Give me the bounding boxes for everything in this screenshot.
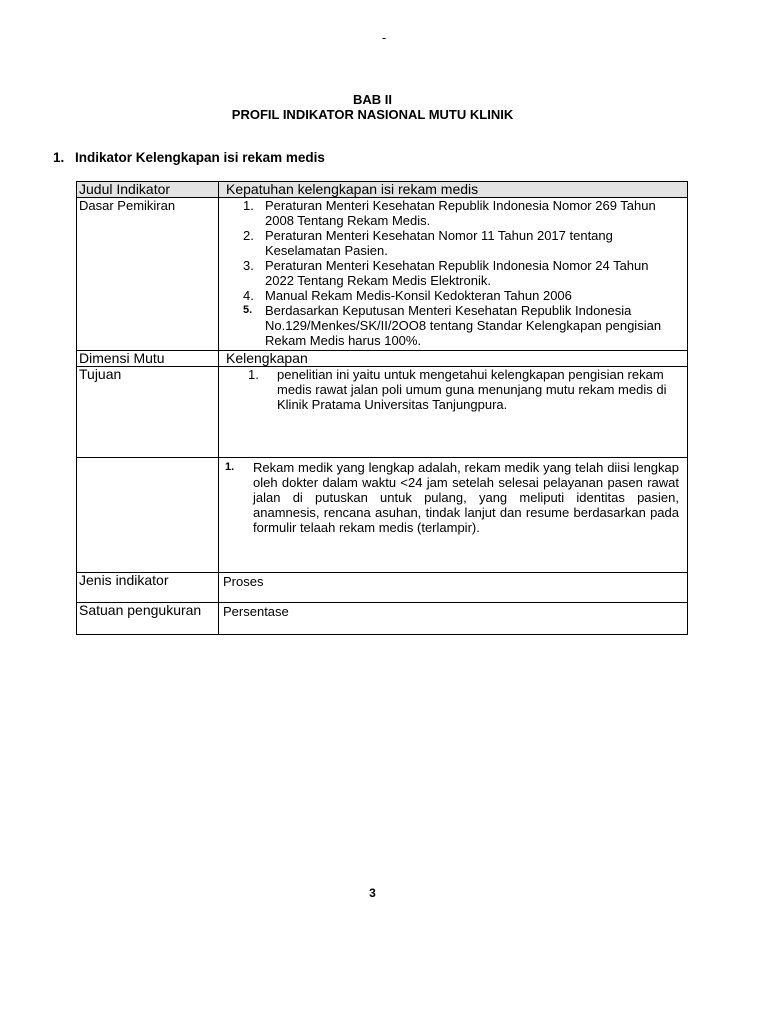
list-item-text: Manual Rekam Medis-Konsil Kedokteran Tahun 2006	[265, 288, 572, 303]
dimensi-value: Kelengkapan	[219, 351, 688, 367]
list-item-text: Rekam medik yang lengkap adalah, rekam medik yang telah diisi lengkap oleh dokter dalam waktu <24 jam setelah selesai pelayanan pasen rawat jalan di putuskan untuk pulang, yang meliputi identitas pasien, anamnesis, rencana asuhan, tindak lanjut dan resume berdasarkan pada formulir telaah rekam medis (terlampir).	[253, 460, 679, 535]
list-item-number: 5.	[243, 304, 253, 316]
list-item	[221, 198, 685, 228]
satuan-label: Satuan pengukuran	[77, 603, 219, 635]
definisi-label	[77, 458, 219, 573]
tujuan-list	[221, 367, 685, 412]
chapter-heading	[0, 92, 745, 122]
list-item	[221, 460, 685, 535]
jenis-label: Jenis indikator	[77, 573, 219, 603]
definisi-list	[221, 460, 685, 535]
list-item	[221, 288, 685, 303]
chapter-title: PROFIL INDIKATOR NASIONAL MUTU KLINIK	[231, 107, 514, 122]
list-item-text: Berdasarkan Keputusan Menteri Kesehatan Republik Indonesia No.129/Menkes/SK/II/2OO8 tentang Standar Kelengkapan pengisian Rekam Medis harus 100%.	[265, 303, 662, 348]
judul-value: Kepatuhan kelengkapan isi rekam medis	[219, 182, 688, 198]
list-item-number: 1.	[248, 367, 259, 382]
list-item	[221, 367, 685, 412]
chapter-label: BAB II	[353, 92, 392, 107]
dasar-value	[219, 198, 688, 351]
list-item-text: penelitian ini yaitu untuk mengetahui kelengkapan pengisian rekam medis rawat jalan poli umum guna menunjang mutu rekam medis di Klinik Pratama Universitas Tanjungpura.	[277, 367, 667, 412]
header-mark: -	[381, 30, 387, 45]
section-number: 1.	[53, 150, 65, 165]
table-row-tujuan	[77, 367, 688, 458]
list-item	[221, 228, 685, 258]
tujuan-label: Tujuan	[77, 367, 219, 458]
dimensi-label: Dimensi Mutu	[77, 351, 219, 367]
list-item	[221, 303, 685, 348]
tujuan-value	[219, 367, 688, 458]
table-row-satuan	[77, 603, 688, 635]
page-number: 3	[369, 886, 376, 900]
list-item-number: 2.	[243, 228, 254, 243]
list-item	[221, 258, 685, 288]
table-row-dasar	[77, 198, 688, 351]
judul-label: Judul Indikator	[77, 182, 219, 198]
definisi-value	[219, 458, 688, 573]
list-item-text: Peraturan Menteri Kesehatan Nomor 11 Tahun 2017 tentang Keselamatan Pasien.	[265, 228, 613, 258]
list-item-text: Peraturan Menteri Kesehatan Republik Indonesia Nomor 269 Tahun 2008 Tentang Rekam Medis.	[265, 198, 656, 228]
jenis-value: Proses	[219, 573, 688, 603]
list-item-text: Peraturan Menteri Kesehatan Republik Indonesia Nomor 24 Tahun 2022 Tentang Rekam Medis Elektronik.	[265, 258, 649, 288]
table-row-definisi	[77, 458, 688, 573]
list-item-number: 3.	[243, 258, 254, 273]
section-heading	[53, 150, 325, 165]
table-row-jenis	[77, 573, 688, 603]
table-row-judul	[77, 182, 688, 198]
section-title: Indikator Kelengkapan isi rekam medis	[75, 150, 325, 165]
list-item-number: 1.	[225, 461, 235, 473]
list-item-number: 1.	[243, 198, 254, 213]
indicator-profile-table	[76, 181, 688, 635]
satuan-value: Persentase	[219, 603, 688, 635]
dasar-label: Dasar Pemikiran	[77, 198, 219, 351]
table-row-dimensi	[77, 351, 688, 367]
dasar-list	[221, 198, 685, 348]
list-item-number: 4.	[243, 288, 254, 303]
